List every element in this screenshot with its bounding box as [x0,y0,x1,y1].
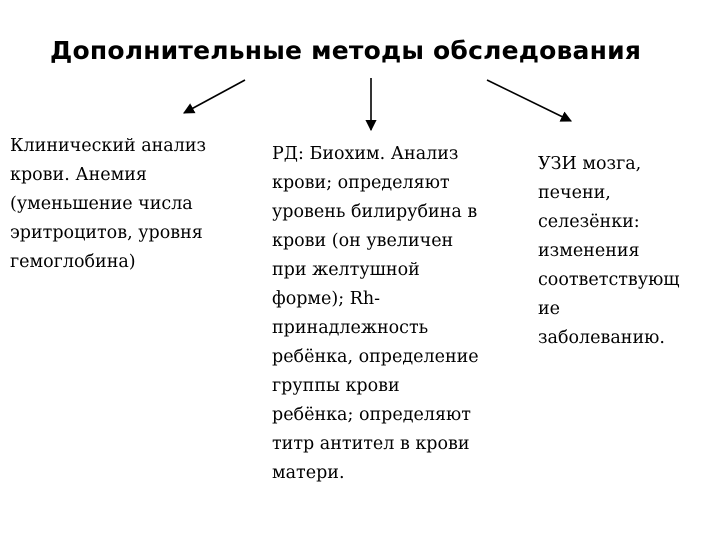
text-line: форме); Rh- [272,289,381,309]
text-line: уровень билирубина в [272,202,478,222]
text-line: заболеванию. [538,328,665,348]
box-biochem-analysis [272,140,479,488]
text-line: (уменьшение числа [10,194,193,214]
text-line: крови. Анемия [10,165,147,185]
text-line: группы крови [272,376,400,396]
box-blood-analysis [10,132,206,277]
text-line: РД: Биохим. Анализ [272,144,459,164]
text-line: ребёнка; определяют [272,405,471,425]
text-line: печени, [538,183,611,203]
text-line: эритроцитов, уровня [10,223,203,243]
text-line: крови; определяют [272,173,450,193]
box-ultrasound [538,150,680,353]
text-line: при желтушной [272,260,420,280]
arrow-left [184,80,245,113]
text-line: гемоглобина) [10,252,136,272]
text-line: изменения [538,241,640,261]
arrow-right [487,80,571,121]
text-line: матери. [272,463,345,483]
text-line: крови (он увеличен [272,231,454,251]
text-line: УЗИ мозга, [538,154,642,174]
text-line: соответствующ [538,270,680,290]
text-line: титр антител в крови [272,434,470,454]
text-line: ие [538,299,561,319]
text-line: ребёнка, определение [272,347,479,367]
text-line: селезёнки: [538,212,640,232]
diagram-title: Дополнительные методы обследования [50,36,642,65]
text-line: Клинический анализ [10,136,207,156]
text-line: принадлежность [272,318,429,338]
